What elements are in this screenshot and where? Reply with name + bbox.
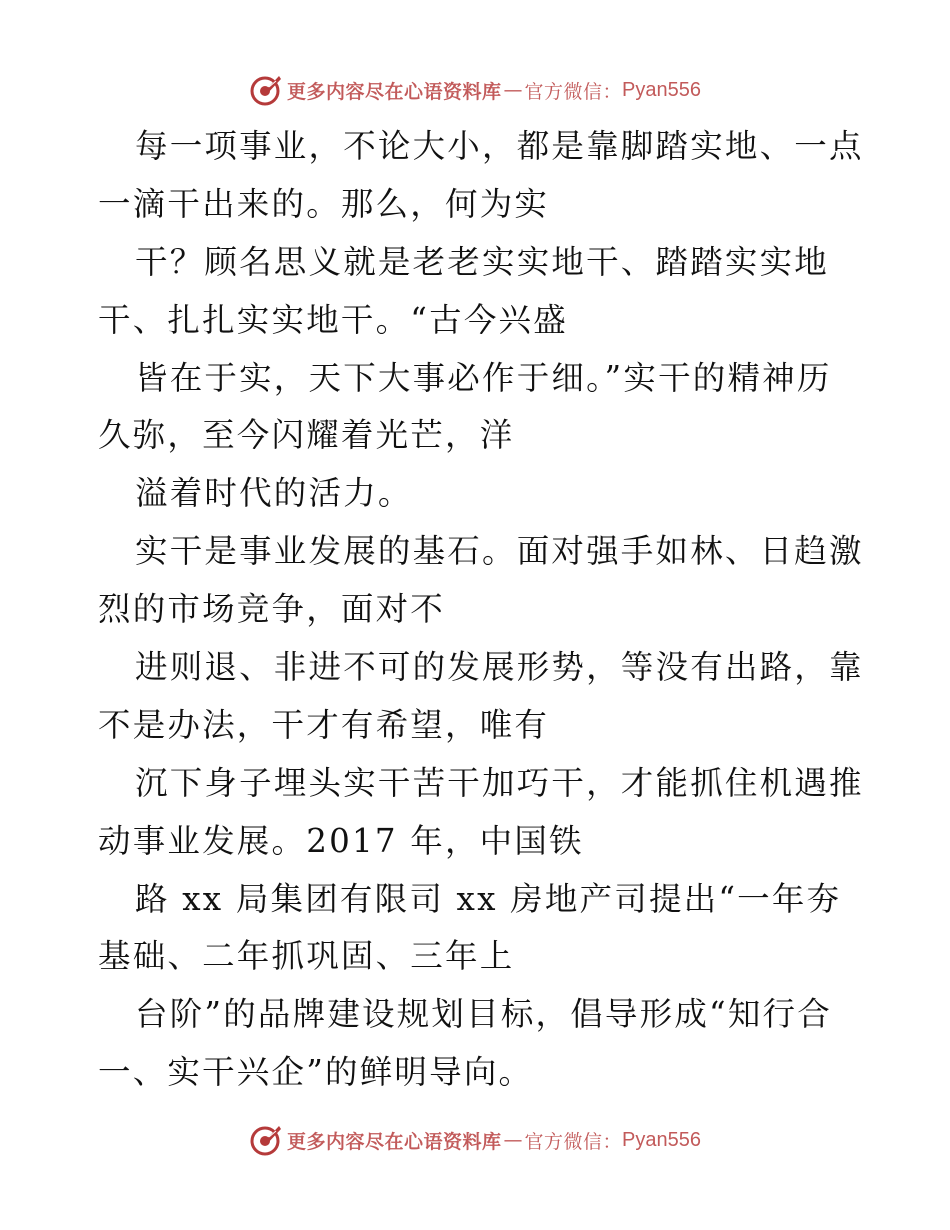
banner-main-text: 更多内容尽在心语资料库 [287, 80, 502, 103]
banner-wechat-id: Pyan556 [622, 78, 701, 101]
text-line: 一、实干兴企”的鲜明导向。 [98, 1053, 534, 1092]
text-line: 烈的市场竞争，面对不 [98, 590, 446, 629]
footer-banner [0, 1120, 950, 1160]
text-line: 溢着时代的活力。 [135, 474, 413, 513]
text-line: 路 xx 局集团有限司 xx 房地产司提出“一年夯 [135, 879, 842, 918]
banner-dash: — [503, 79, 523, 101]
banner-main-text: 更多内容尽在心语资料库 [287, 1130, 502, 1153]
banner-dash: — [503, 1129, 523, 1151]
banner-wechat-id: Pyan556 [622, 1128, 701, 1151]
text-line: 不是办法，干才有希望，唯有 [98, 705, 550, 744]
text-line: 干、扎扎实实地干。“古今兴盛 [98, 300, 568, 339]
text-line: 实干是事业发展的基石。面对强手如林、日趋激 [135, 532, 864, 571]
quill-logo-icon [249, 1123, 283, 1157]
text-line: 动事业发展。2017 年，中国铁 [98, 821, 584, 860]
body-text [98, 118, 864, 1102]
text-line: 一滴干出来的。那么，何为实 [98, 184, 550, 223]
quill-logo-icon [249, 73, 283, 107]
text-line: 沉下身子埋头实干苦干加巧干，才能抓住机遇推 [135, 763, 864, 802]
text-line: 进则退、非进不可的发展形势，等没有出路，靠 [135, 648, 864, 687]
text-line: 每一项事业，不论大小，都是靠脚踏实地、一点 [135, 127, 864, 165]
text-line: 基础、二年抓巩固、三年上 [98, 937, 515, 976]
text-line: 台阶”的品牌建设规划目标，倡导形成“知行合 [135, 995, 832, 1034]
text-line: 皆在于实，天下大事必作于细。”实干的精神历 [135, 358, 832, 397]
header-banner [0, 70, 950, 110]
text-line: 干？顾名思义就是老老实实地干、踏踏实实地 [135, 242, 830, 281]
banner-wechat-label: 官方微信： [524, 80, 623, 103]
banner-wechat-label: 官方微信： [524, 1130, 623, 1153]
text-line: 久弥，至今闪耀着光芒，洋 [98, 416, 515, 455]
